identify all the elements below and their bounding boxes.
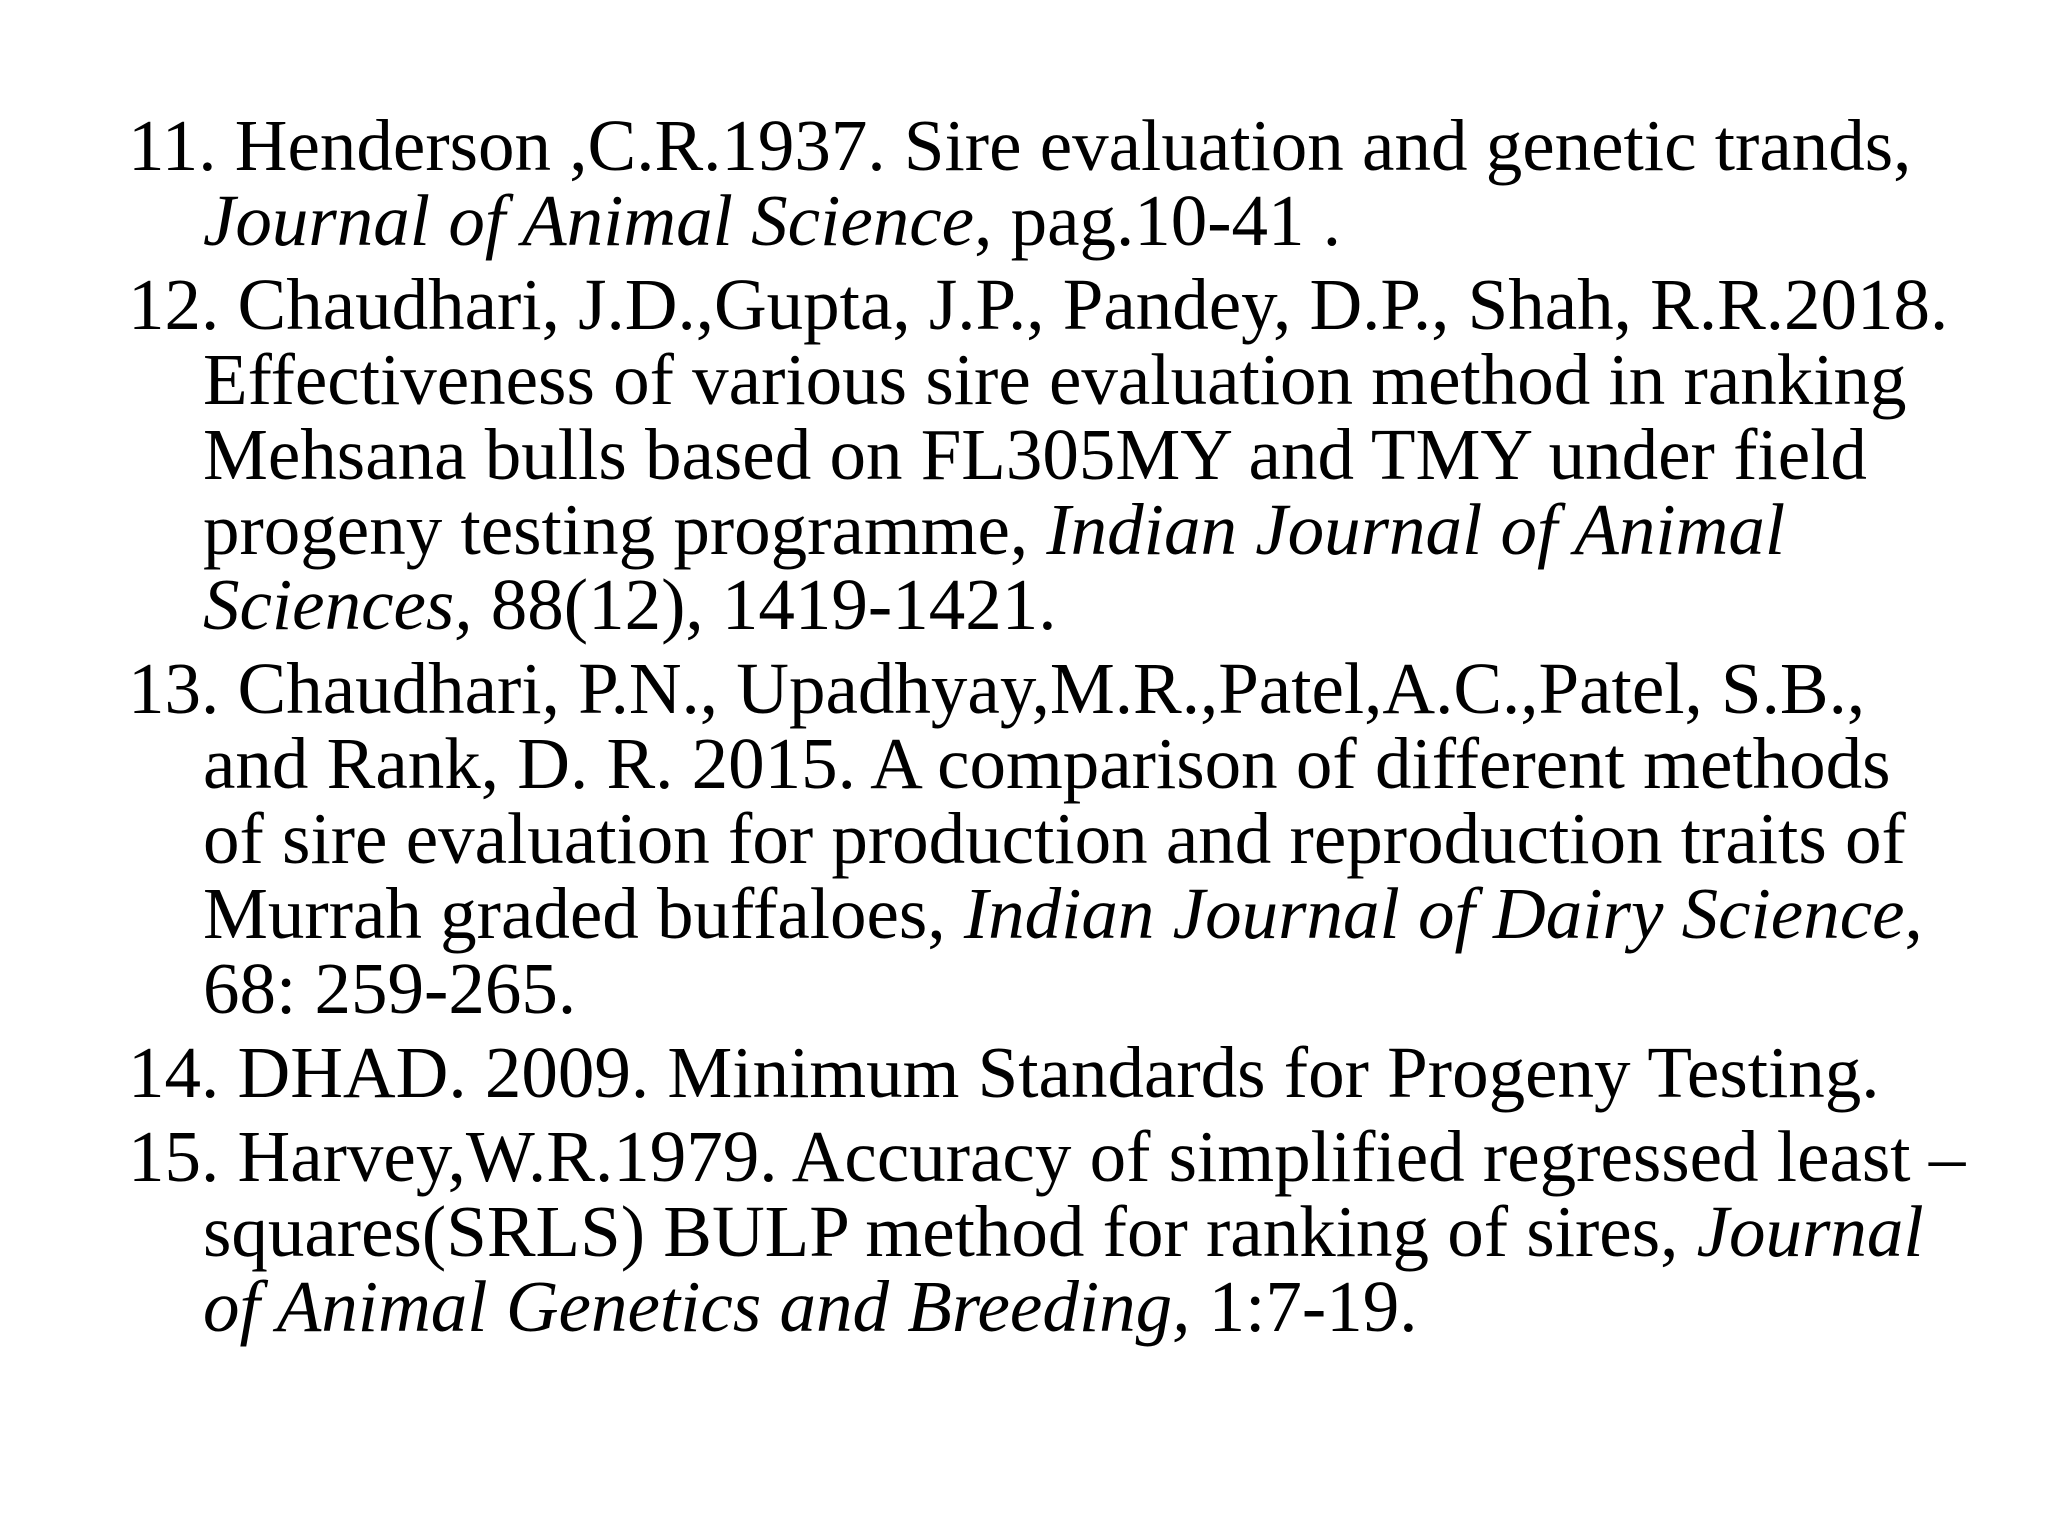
reference-text: Harvey,W.R.1979. Accuracy of simplified regressed least –squares(SRLS) BULP method for ranking of sires, xyxy=(203,1116,1966,1272)
reference-details: 1:7-19. xyxy=(1190,1266,1418,1347)
reference-list xyxy=(128,105,1968,1353)
reference-item-12 xyxy=(128,264,1968,645)
reference-item-11 xyxy=(128,105,1968,261)
reference-journal: Journal of Animal Science xyxy=(203,180,975,261)
reference-journal: Indian Journal of Dairy Science xyxy=(963,873,1905,954)
reference-number: 14. xyxy=(128,1032,220,1113)
reference-details: 88(12), 1419-1421. xyxy=(472,564,1057,645)
reference-item-13 xyxy=(128,648,1968,1029)
reference-details: , pag.10-41 . xyxy=(974,180,1342,261)
reference-number: 12. xyxy=(128,264,220,345)
reference-text: Chaudhari, J.D.,Gupta, J.P., Pandey, D.P., Shah, R.R.2018. Effectiveness of various sire evaluation method in ranking Mehsana bulls based on FL305MY and TMY under field progeny testing programme, xyxy=(203,264,1949,570)
reference-details: , 68: 259-265. xyxy=(203,873,1923,1029)
reference-number: 11. xyxy=(128,105,217,186)
reference-item-15 xyxy=(128,1116,1968,1347)
reference-text: Henderson ,C.R.1937. Sire evaluation and genetic trands, xyxy=(234,105,1912,186)
reference-text: Chaudhari, P.N., Upadhyay,M.R.,Patel,A.C.,Patel, S.B., and Rank, D. R. 2015. A comparison of different methods of sire evaluation for production and reproduction traits of Murrah graded buffaloes, xyxy=(203,648,1906,954)
reference-number: 15. xyxy=(128,1116,220,1197)
reference-journal: Indian Journal of Animal Sciences, xyxy=(203,489,1786,645)
reference-item-14 xyxy=(128,1032,1968,1113)
reference-text: DHAD. 2009. Minimum Standards for Progeny Testing. xyxy=(237,1032,1880,1113)
reference-journal: Journal of Animal Genetics and Breeding, xyxy=(203,1191,1924,1347)
reference-number: 13. xyxy=(128,648,220,729)
